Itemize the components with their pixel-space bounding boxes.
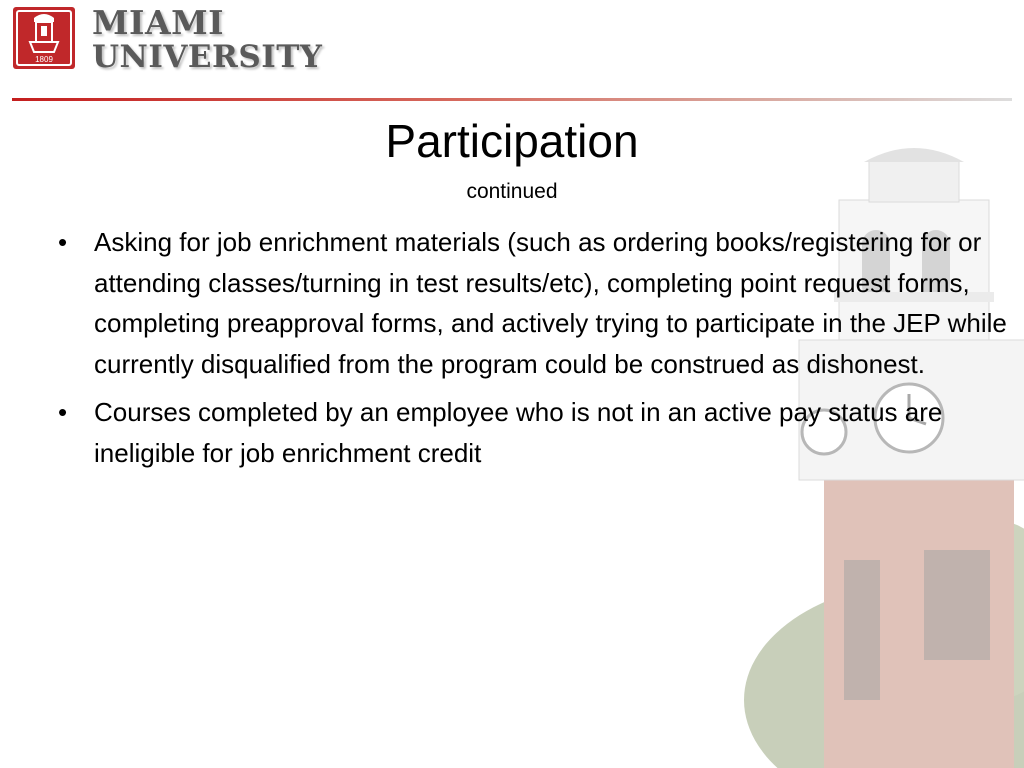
slide-title: Participation <box>385 115 639 167</box>
bullet-text: Asking for job enrichment materials (such as ordering books/registering for or attending classes/turning in test results/etc), completing point request forms, completing preapproval forms, and actively trying to participate in the JEP while currently disqualified from the program could be construed as dishonest. <box>94 227 1007 379</box>
logo-line-2: UNIVERSITY <box>92 39 323 75</box>
bullet-text: Courses completed by an employee who is not in an active pay status are ineligible for job enrichment credit <box>94 397 943 468</box>
logo-line-1: MIAMI <box>92 3 225 42</box>
bullet-marker: • <box>58 227 68 257</box>
bullet-item <box>58 222 1008 384</box>
bullet-list <box>58 222 1008 481</box>
university-seal-icon <box>12 6 76 70</box>
header-divider <box>12 98 1012 101</box>
bullet-item <box>58 392 1008 473</box>
seal-year: 1809 <box>35 55 53 64</box>
bullet-marker: • <box>58 397 68 427</box>
university-logo <box>92 3 323 75</box>
slide-subtitle: continued <box>466 180 558 203</box>
